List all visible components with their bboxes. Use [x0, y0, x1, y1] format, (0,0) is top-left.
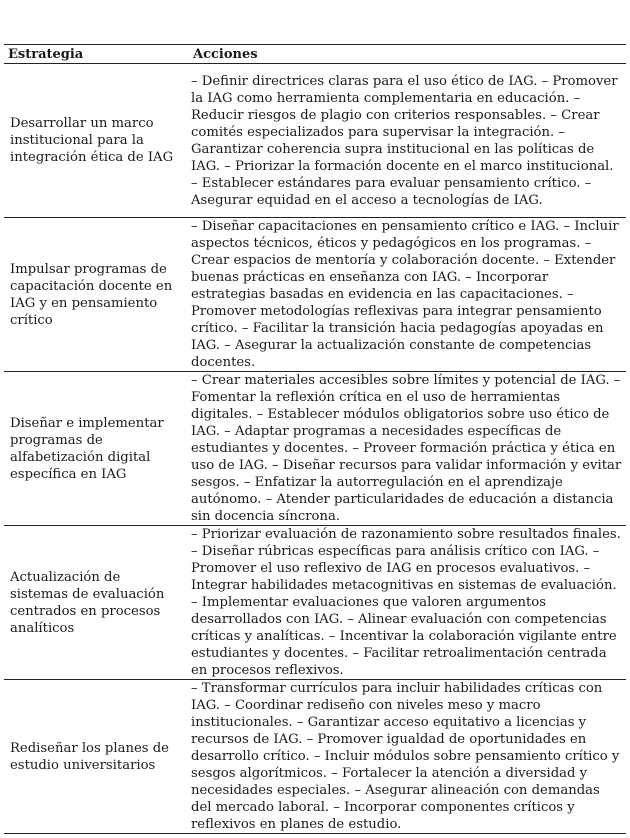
strategy-cell: Rediseñar los planes de estudio universitarios	[4, 680, 189, 834]
table-header-row	[4, 45, 626, 64]
actions-cell: – Crear materiales accesibles sobre límites y potencial de IAG. – Fomentar la reflexión crítica en el uso de herramientas digitales. – Establecer módulos obligatorios sobre uso ético de IAG. – Adaptar programas a necesidades específicas de estudiantes y docentes. – Proveer formación práctica y ética en uso de IAG. – Diseñar recursos para validar información y evitar sesgos. – Enfatizar la autorregulación en el aprendizaje autónomo. – Atender particularidades de educación a distancia sin docencia síncrona.	[189, 372, 626, 526]
table-row	[4, 526, 626, 680]
strategy-cell: Impulsar programas de capacitación docente en IAG y en pensamiento crítico	[4, 218, 189, 372]
actions-cell: – Diseñar capacitaciones en pensamiento crítico e IAG. – Incluir aspectos técnicos, éticos y pedagógicos en los programas. – Crear espacios de mentoría y colaboración docente. – Extender buenas prácticas en enseñanza con IAG. – Incorporar estrategias basadas en evidencia en las capacitaciones. – Promover metodologías reflexivas para integrar pensamiento crítico. – Facilitar la transición hacia pedagogías apoyadas en IAG. – Asegurar la actualización constante de competencias docentes.	[189, 218, 626, 372]
header-actions: Acciones	[189, 45, 626, 64]
strategy-cell: Actualización de sistemas de evaluación centrados en procesos analíticos	[4, 526, 189, 680]
strategy-cell: Diseñar e implementar programas de alfabetización digital específica en IAG	[4, 372, 189, 526]
strategies-table	[4, 44, 626, 834]
actions-cell: – Transformar currículos para incluir habilidades críticas con IAG. – Coordinar rediseño con niveles meso y macro institucionales. – Garantizar acceso equitativo a licencias y recursos de IAG. – Promover igualdad de oportunidades en desarrollo crítico. – Incluir módulos sobre pensamiento crítico y sesgos algorítmicos. – Fortalecer la atención a diversidad y necesidades especiales. – Asegurar alineación con demandas del mercado laboral. – Incorporar componentes críticos y reflexivos en planes de estudio.	[189, 680, 626, 834]
table-row	[4, 64, 626, 218]
header-strategy: Estrategia	[4, 45, 189, 64]
strategy-cell: Desarrollar un marco institucional para la integración ética de IAG	[4, 64, 189, 218]
table-row	[4, 218, 626, 372]
table-row	[4, 680, 626, 834]
table-row	[4, 372, 626, 526]
actions-cell: – Priorizar evaluación de razonamiento sobre resultados finales. – Diseñar rúbricas específicas para análisis crítico con IAG. – Promover el uso reflexivo de IAG en procesos evaluativos. – Integrar habilidades metacognitivas en sistemas de evaluación. – Implementar evaluaciones que valoren argumentos desarrollados con IAG. – Alinear evaluación con competencias críticas y analíticas. – Incentivar la colaboración vigilante entre estudiantes y docentes. – Facilitar retroalimentación centrada en procesos reflexivos.	[189, 526, 626, 680]
actions-cell: – Definir directrices claras para el uso ético de IAG. – Promover la IAG como herramienta complementaria en educación. – Reducir riesgos de plagio con criterios responsables. – Crear comités especializados para supervisar la integración. – Garantizar coherencia supra institucional en las políticas de IAG. – Priorizar la formación docente en el marco institucional. – Establecer estándares para evaluar pensamiento crítico. – Asegurar equidad en el acceso a tecnologías de IAG.	[189, 64, 626, 218]
